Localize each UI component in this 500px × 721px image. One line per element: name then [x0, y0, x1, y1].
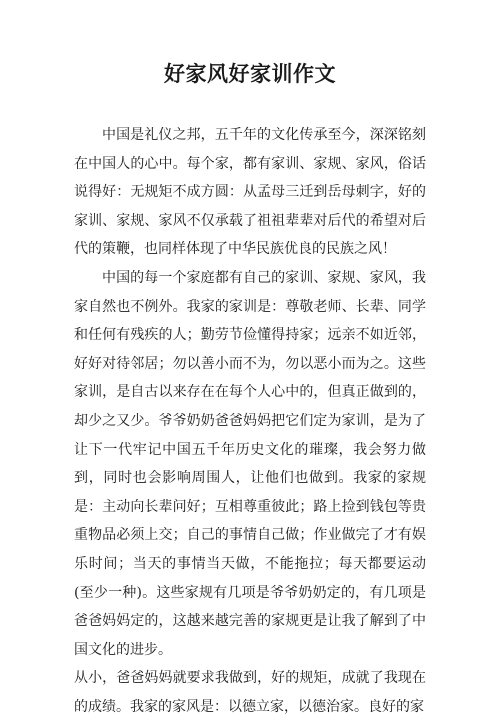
document-body — [74, 121, 426, 721]
paragraph-2: 中国的每一个家庭都有自己的家训、家规、家风，我家自然也不例外。我家的家训是：尊敬老师、长辈、同学和任何有残疾的人；勤劳节俭懂得持家；远亲不如近邻，好好对待邻居；勿以善小而不为，勿以恶小而为之。这些家训，是自古以来存在在每个人心中的，但真正做到的，却少之又少。爷爷奶奶爸爸妈妈把它们定为家训，是为了让下一代牢记中国五千年历史文化的璀璨，我会努力做到，同时也会影响周围人，让他们也做到。我家的家规是：主动向长辈问好；互相尊重彼此；路上捡到钱包等贵重物品必须上交；自己的事情自己做；作业做完了才有娱乐时间；当天的事情当天做，不能拖拉；每天都要运动(至少一种)。这些家规有几项是爷爷奶奶定的，有几项是爸爸妈妈定的，这越来越完善的家规更是让我了解到了中国文化的进步。 — [74, 269, 426, 658]
paragraph-1: 中国是礼仪之邦，五千年的文化传承至今，深深铭刻在中国人的心中。每个家，都有家训、家规、家风，俗话说得好：无规矩不成方圆：从孟母三迁到岳母刺字，好的家训、家规、家风不仅承载了祖祖辈辈对后代的希望对后代的策鞭，也同样体现了中华民族优良的民族之风！ — [74, 127, 426, 258]
document-title: 好家风好家训作文 — [164, 61, 336, 86]
paragraph-3: 从小，爸爸妈妈就要求我做到，好的规矩，成就了我现在的成绩。我家的家风是：以德立家，以德治家。良好的家 — [74, 670, 426, 715]
